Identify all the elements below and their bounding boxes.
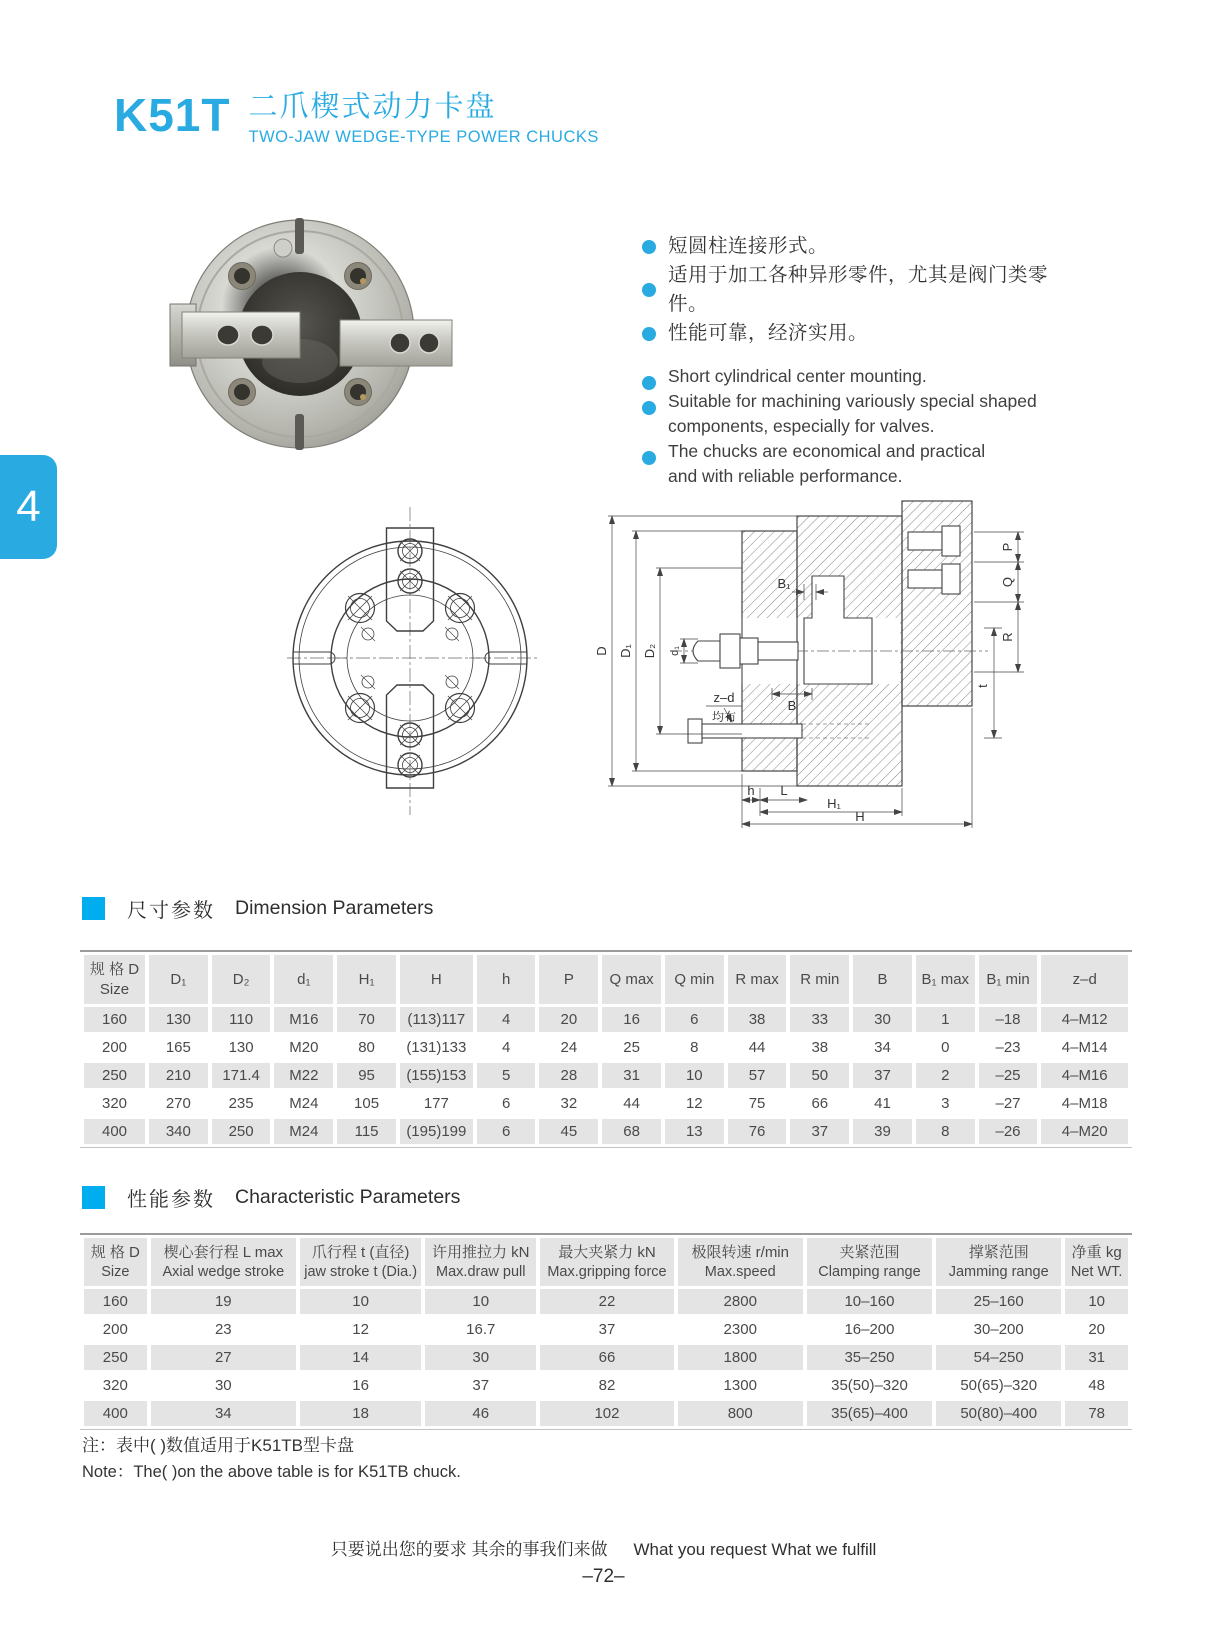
svg-text:L: L — [780, 783, 788, 798]
table-cell: 105 — [354, 1095, 380, 1112]
dimension-table-wrap — [80, 950, 1132, 1148]
table-cell: 27 — [151, 1345, 296, 1370]
column-header: Q min — [665, 955, 724, 1004]
chapter-tab — [0, 455, 57, 559]
column-header: P — [539, 955, 598, 1004]
table-cell: 3 — [941, 1095, 950, 1112]
table-cell: 19 — [151, 1289, 296, 1314]
section-title-en: Characteristic Parameters — [235, 1186, 461, 1208]
feature-item — [642, 261, 1062, 319]
bullet-icon — [642, 240, 656, 254]
table-cell: –25 — [979, 1063, 1038, 1088]
feature-item — [642, 232, 1062, 261]
table-cell: 10 — [665, 1063, 724, 1088]
table-cell: 39 — [853, 1119, 912, 1144]
table-cell: 1800 — [678, 1345, 803, 1370]
table-row — [84, 1063, 1128, 1088]
table-cell: 200 — [102, 1321, 128, 1339]
table-cell: 4–M20 — [1041, 1119, 1128, 1144]
column-header: B₁ max — [916, 955, 975, 1004]
section-square-icon — [82, 897, 105, 920]
svg-text:D: D — [594, 646, 609, 656]
table-cell: 250 — [212, 1119, 271, 1144]
table-cell: –27 — [995, 1095, 1021, 1112]
table-cell: M24 — [289, 1095, 319, 1112]
table-row — [84, 1035, 1128, 1060]
table-cell: 8 — [916, 1119, 975, 1144]
table-cell: 210 — [149, 1063, 208, 1088]
page-title-en: TWO-JAW WEDGE-TYPE POWER CHUCKS — [248, 127, 599, 146]
table-cell: 78 — [1065, 1401, 1128, 1426]
feature-text: 性能可靠，经济实用。 — [668, 322, 869, 344]
column-header: 楔心套行程 L max Axial wedge stroke — [151, 1238, 296, 1286]
dimension-table — [80, 952, 1132, 1147]
table-cell: 6 — [501, 1095, 511, 1112]
table-cell: 10 — [300, 1289, 421, 1314]
table-cell: 34 — [151, 1401, 296, 1426]
table-row — [84, 1373, 1128, 1398]
table-cell: 44 — [623, 1095, 640, 1112]
svg-text:B: B — [787, 698, 797, 713]
column-header: z–d — [1041, 955, 1128, 1004]
table-cell: 16–200 — [844, 1321, 895, 1339]
table-cell: 250 — [84, 1345, 147, 1370]
table-cell: 46 — [425, 1401, 536, 1426]
table-notes — [82, 1432, 461, 1485]
table-cell: 22 — [540, 1289, 673, 1314]
table-cell: 102 — [540, 1401, 673, 1426]
section-square-icon — [82, 1186, 105, 1209]
column-header: 夹紧范围 Clamping range — [807, 1238, 932, 1286]
svg-text:H: H — [855, 809, 865, 824]
table-row — [84, 1401, 1128, 1426]
features-chinese — [642, 232, 1062, 348]
table-cell: 50 — [790, 1063, 849, 1088]
table-cell: 160 — [84, 1289, 147, 1314]
table-cell: 45 — [539, 1119, 598, 1144]
bullet-icon — [642, 327, 656, 341]
section-view-drawing — [572, 476, 1046, 828]
left-jaw — [170, 304, 300, 366]
table-cell: 2 — [916, 1063, 975, 1088]
table-cell: 54–250 — [936, 1345, 1061, 1370]
bullet-icon — [642, 376, 656, 390]
table-cell: 320 — [101, 1095, 128, 1112]
table-cell: M24 — [274, 1119, 333, 1144]
table-cell: (131)133 — [406, 1039, 467, 1056]
column-header: 爪行程 t (直径) jaw stroke t (Dia.) — [300, 1238, 421, 1286]
section-title-zh: 尺寸参数 — [127, 900, 215, 922]
table-row — [84, 1007, 1128, 1032]
svg-text:t: t — [975, 684, 990, 688]
table-row — [84, 1317, 1128, 1342]
table-cell: 66 — [540, 1345, 673, 1370]
table-cell: 95 — [337, 1063, 396, 1088]
column-header: 净重 kg Net WT. — [1065, 1238, 1128, 1286]
table-cell: 16 — [602, 1007, 661, 1032]
column-header: d₁ — [274, 955, 333, 1004]
table-cell: 10 — [425, 1289, 536, 1314]
feature-text: and with reliable performance. — [668, 466, 903, 486]
column-header: B₁ min — [979, 955, 1038, 1004]
table-cell: 4–M14 — [1061, 1039, 1108, 1056]
table-cell: 50(65)–320 — [960, 1377, 1038, 1395]
table-cell: 1 — [916, 1007, 975, 1032]
table-cell: (113)117 — [400, 1007, 473, 1032]
table-cell: 115 — [337, 1119, 396, 1144]
table-cell: 270 — [165, 1095, 191, 1112]
note-zh: 注：表中( )数值适用于K51TB型卡盘 — [82, 1436, 355, 1455]
table-cell: 12 — [352, 1321, 369, 1339]
front-view-drawing — [283, 503, 545, 819]
table-cell: 37 — [853, 1063, 912, 1088]
table-row — [84, 1091, 1128, 1116]
svg-text:z–d: z–d — [713, 690, 735, 705]
table-cell: 25–160 — [936, 1289, 1061, 1314]
table-cell: 10–160 — [807, 1289, 932, 1314]
slogan-zh: 只要说出您的要求 其余的事我们来做 — [330, 1540, 608, 1559]
table-cell: 68 — [602, 1119, 661, 1144]
table-cell: 38 — [811, 1039, 829, 1056]
table-cell: 130 — [228, 1039, 254, 1056]
column-header: H — [400, 955, 473, 1004]
table-cell: 37 — [598, 1321, 616, 1339]
svg-text:B₁: B₁ — [777, 576, 791, 591]
feature-item — [642, 389, 1062, 439]
bullet-icon — [642, 401, 656, 415]
column-header: h — [477, 955, 536, 1004]
table-row — [84, 1289, 1128, 1314]
table-cell: 4–M12 — [1041, 1007, 1128, 1032]
svg-text:P: P — [1000, 542, 1015, 552]
features-english — [642, 364, 1062, 489]
table-cell: 4 — [501, 1039, 511, 1056]
feature-text: Short cylindrical center mounting. — [668, 366, 927, 386]
table-cell: 35(50)–320 — [831, 1377, 908, 1395]
column-header: R min — [790, 955, 849, 1004]
table-cell: 41 — [874, 1095, 891, 1112]
table-cell: 18 — [300, 1401, 421, 1426]
table-cell: 35(65)–400 — [807, 1401, 932, 1426]
chapter-number: 4 — [16, 482, 41, 531]
svg-text:h: h — [747, 783, 755, 798]
column-header: B — [853, 955, 912, 1004]
table-cell: –26 — [979, 1119, 1038, 1144]
page-title-zh: 二爪楔式动力卡盘 — [248, 91, 497, 123]
model-code: K51T — [114, 89, 231, 141]
column-header: D₁ — [149, 955, 208, 1004]
table-cell: (155)153 — [400, 1063, 473, 1088]
table-cell: 20 — [1088, 1321, 1105, 1339]
feature-item — [642, 319, 1062, 348]
table-cell: 66 — [811, 1095, 829, 1112]
table-cell: 31 — [1065, 1345, 1128, 1370]
table-cell: 31 — [602, 1063, 661, 1088]
table-cell: 30–200 — [973, 1321, 1024, 1339]
table-cell: 28 — [539, 1063, 598, 1088]
table-cell: 2800 — [678, 1289, 803, 1314]
note-en: Note：The( )on the above table is for K51TB chuck. — [82, 1463, 461, 1481]
svg-text:R: R — [1000, 632, 1015, 642]
table-cell: 177 — [423, 1095, 449, 1112]
product-photo — [148, 196, 478, 466]
table-cell: 171.4 — [212, 1063, 271, 1088]
table-cell: 10 — [1065, 1289, 1128, 1314]
table-cell: 160 — [84, 1007, 145, 1032]
table-cell: –23 — [995, 1039, 1021, 1056]
column-header: 规 格 D Size — [84, 955, 145, 1004]
svg-text:H₁: H₁ — [827, 796, 841, 811]
table-cell: 30 — [214, 1377, 232, 1395]
table-cell: 30 — [425, 1345, 536, 1370]
feature-item — [642, 364, 1062, 389]
table-cell: 250 — [84, 1063, 145, 1088]
column-header: 极限转速 r/min Max.speed — [678, 1238, 803, 1286]
table-cell: 25 — [623, 1039, 640, 1056]
feature-text: The chucks are economical and practical — [668, 441, 986, 461]
table-cell: 4–M16 — [1041, 1063, 1128, 1088]
right-jaw — [340, 320, 452, 366]
table-cell: 200 — [101, 1039, 128, 1056]
column-header: 撑紧范围 Jamming range — [936, 1238, 1061, 1286]
table-cell: 400 — [84, 1119, 145, 1144]
table-cell: 70 — [337, 1007, 396, 1032]
brand-stamp — [274, 239, 292, 257]
table-cell: 6 — [477, 1119, 536, 1144]
svg-text:D₂: D₂ — [642, 643, 657, 659]
chuck-photo-graphic — [148, 196, 478, 466]
table-cell: 57 — [728, 1063, 787, 1088]
table-cell: 130 — [149, 1007, 208, 1032]
page-header — [114, 89, 599, 147]
table-cell: 82 — [598, 1377, 616, 1395]
header-row — [84, 955, 1128, 1004]
column-header: 最大夹紧力 kN Max.gripping force — [540, 1238, 673, 1286]
table-cell: 30 — [853, 1007, 912, 1032]
section-view-svg — [572, 476, 1046, 828]
table-cell: 165 — [165, 1039, 191, 1056]
table-cell: 44 — [748, 1039, 766, 1056]
table-cell: 16 — [352, 1377, 369, 1395]
column-header: D₂ — [212, 955, 271, 1004]
table-cell: M22 — [274, 1063, 333, 1088]
table-cell: 400 — [84, 1401, 147, 1426]
table-cell: 4 — [477, 1007, 536, 1032]
column-header: 规 格 D Size — [84, 1238, 147, 1286]
table-cell: 12 — [685, 1095, 703, 1112]
table-cell: 20 — [539, 1007, 598, 1032]
table-cell: 13 — [665, 1119, 724, 1144]
feature-list — [642, 232, 1062, 489]
table-cell: 34 — [874, 1039, 891, 1056]
table-cell: 33 — [790, 1007, 849, 1032]
bullet-icon — [642, 451, 656, 465]
table-cell: M20 — [289, 1039, 319, 1056]
header-titles — [248, 92, 598, 147]
table-cell: 80 — [358, 1039, 375, 1056]
table-cell: 32 — [560, 1095, 578, 1112]
table-cell: 16.7 — [466, 1321, 496, 1339]
slogan-en: What you request What we fulfill — [633, 1540, 877, 1559]
table-cell: 800 — [678, 1401, 803, 1426]
table-cell: 24 — [560, 1039, 578, 1056]
bullet-icon — [642, 283, 656, 297]
table-cell: (195)199 — [400, 1119, 473, 1144]
column-header: H₁ — [337, 955, 396, 1004]
feature-text: 短圆柱连接形式。 — [668, 235, 829, 257]
column-header: 许用推拉力 kN Max.draw pull — [425, 1238, 536, 1286]
svg-text:d₁: d₁ — [669, 646, 681, 656]
section-title-zh: 性能参数 — [127, 1189, 215, 1211]
table-cell: 38 — [728, 1007, 787, 1032]
table-cell: –18 — [979, 1007, 1038, 1032]
front-view-svg — [283, 503, 545, 819]
table-cell: 2300 — [723, 1321, 757, 1339]
table-cell: 23 — [214, 1321, 232, 1339]
header-row — [84, 1238, 1128, 1286]
svg-text:Q: Q — [1000, 576, 1015, 588]
table-row — [84, 1345, 1128, 1370]
characteristic-table-wrap — [80, 1233, 1132, 1430]
column-header: Q max — [602, 955, 661, 1004]
footer-slogan — [0, 1535, 1207, 1560]
characteristic-table — [80, 1235, 1132, 1429]
feature-text: 适用于加工各种异形零件，尤其是阀门类零件。 — [668, 264, 1049, 315]
table-cell: 235 — [228, 1095, 254, 1112]
section-dimension-heading — [82, 894, 433, 923]
table-cell: 8 — [690, 1039, 699, 1056]
svg-text:D₁: D₁ — [618, 644, 633, 658]
table-cell: 1300 — [723, 1377, 757, 1395]
table-cell: 4–M18 — [1061, 1095, 1108, 1112]
table-cell: 340 — [149, 1119, 208, 1144]
table-cell: 35–250 — [807, 1345, 932, 1370]
table-row — [84, 1119, 1128, 1144]
svg-text:均布: 均布 — [711, 710, 737, 724]
table-cell: 14 — [300, 1345, 421, 1370]
table-cell: 75 — [748, 1095, 766, 1112]
table-cell: M16 — [274, 1007, 333, 1032]
table-cell: 0 — [941, 1039, 950, 1056]
table-cell: 5 — [477, 1063, 536, 1088]
table-cell: 76 — [728, 1119, 787, 1144]
feature-text: Suitable for machining variously special shaped — [668, 391, 1037, 411]
section-characteristic-heading — [82, 1183, 460, 1212]
page-number: –72– — [582, 1566, 625, 1587]
table-cell: 110 — [212, 1007, 271, 1032]
table-cell: 6 — [665, 1007, 724, 1032]
table-cell: 320 — [102, 1377, 128, 1395]
table-cell: 48 — [1088, 1377, 1105, 1395]
column-header: R max — [728, 955, 787, 1004]
feature-text: components, especially for valves. — [668, 416, 935, 436]
table-cell: 37 — [790, 1119, 849, 1144]
section-title-en: Dimension Parameters — [235, 897, 434, 919]
table-cell: 50(80)–400 — [936, 1401, 1061, 1426]
table-cell: 37 — [472, 1377, 490, 1395]
